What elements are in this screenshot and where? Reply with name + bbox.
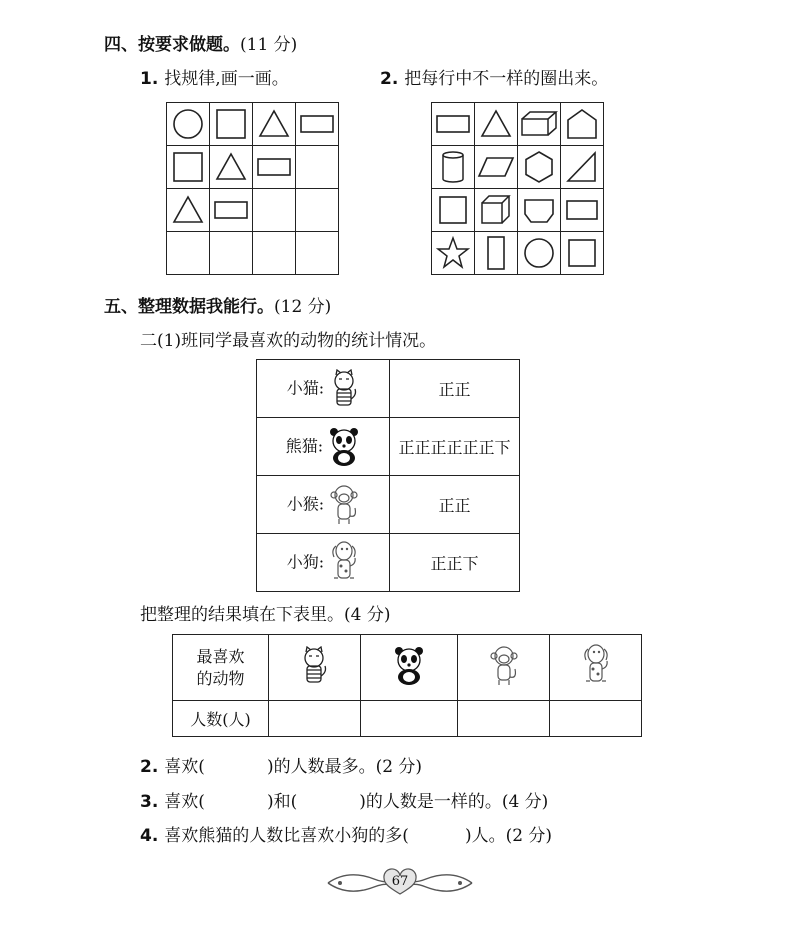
fill-instruction: [140, 600, 390, 625]
odd-one-out-grid: [431, 102, 604, 275]
star-shape: [436, 236, 470, 270]
animal-label: 小猫:: [286, 378, 325, 397]
animal-cell: [257, 418, 390, 476]
grid-cell: [296, 103, 339, 146]
question-number: 2.: [380, 69, 399, 89]
question-text: 喜欢熊猫的人数比喜欢小狗的多(: [164, 826, 409, 846]
rectangle-shape: [564, 198, 600, 222]
question-text: )和(: [266, 792, 298, 812]
section-5-title: 五、整理数据我能行。: [104, 297, 274, 317]
result-header-label: [173, 635, 269, 701]
grid-cell[interactable]: [475, 232, 518, 275]
question-text: )的人数最多。(2 分): [266, 757, 423, 777]
section-5-score: (12 分): [274, 297, 332, 317]
question-5-3: [140, 787, 548, 812]
animal-label: 小猴:: [286, 494, 325, 513]
section-5-heading: [104, 292, 331, 317]
square-shape: [436, 193, 470, 227]
grid-cell[interactable]: [475, 189, 518, 232]
rectangle-shape: [213, 198, 249, 222]
grid-cell: [167, 189, 210, 232]
grid-cell[interactable]: [561, 146, 604, 189]
right-triangle-shape: [565, 150, 599, 184]
tally-row-monkey: [257, 476, 520, 534]
grid-cell-empty[interactable]: [253, 232, 296, 275]
hexagon-shape: [522, 150, 556, 184]
grid-cell: [210, 103, 253, 146]
triangle-shape: [257, 107, 291, 141]
question-number: 2.: [140, 757, 159, 777]
animal-cell: [257, 534, 390, 592]
section-4-score: (11 分): [240, 35, 298, 55]
tally-row-dog: [257, 534, 520, 592]
panda-icon: [328, 427, 360, 467]
grid-cell[interactable]: [561, 232, 604, 275]
tally-cell: 正正下: [390, 534, 520, 592]
grid-cell[interactable]: [475, 146, 518, 189]
tally-row-panda: [257, 418, 520, 476]
question-4-1: [140, 64, 289, 89]
grid-cell[interactable]: [432, 232, 475, 275]
count-input-cat[interactable]: [269, 701, 361, 737]
grid-cell: [210, 146, 253, 189]
circle-shape: [171, 107, 205, 141]
grid-cell[interactable]: [432, 189, 475, 232]
header-line-1: 最喜欢: [196, 646, 245, 666]
count-input-panda[interactable]: [360, 701, 457, 737]
grid-cell-empty[interactable]: [296, 232, 339, 275]
header-line-2: 的动物: [196, 668, 245, 688]
rectangle-shape: [256, 155, 292, 179]
grid-cell[interactable]: [518, 189, 561, 232]
grid-cell: [253, 146, 296, 189]
circle-shape: [522, 236, 556, 270]
question-text: 喜欢(: [164, 757, 205, 777]
result-header-cat: [269, 635, 361, 701]
cut-corner-shape: [522, 195, 556, 225]
triangle-shape: [214, 150, 248, 184]
question-5-2: [140, 752, 422, 777]
triangle-shape: [171, 193, 205, 227]
question-text: 找规律,画一画。: [164, 69, 289, 89]
dog-icon: [581, 643, 611, 689]
question-5-4: [140, 821, 552, 846]
panda-icon: [393, 646, 425, 686]
question-text: 喜欢(: [164, 792, 205, 812]
tally-cell: 正正: [390, 476, 520, 534]
square-shape: [171, 150, 205, 184]
animal-cell: [257, 476, 390, 534]
tally-table: [256, 359, 520, 592]
parallelogram-shape: [477, 154, 515, 180]
monkey-icon: [489, 645, 519, 687]
animal-cell: [257, 360, 390, 418]
square-shape: [565, 236, 599, 270]
question-4-2: [380, 64, 608, 89]
page-number: 67: [391, 874, 409, 889]
grid-cell-empty[interactable]: [210, 232, 253, 275]
fill-instruction-score: (4 分): [344, 605, 391, 625]
fill-instruction-text: 把整理的结果填在下表里。: [140, 605, 344, 625]
grid-cell-empty[interactable]: [296, 189, 339, 232]
tally-cell: 正正正正正正下: [390, 418, 520, 476]
grid-cell[interactable]: [432, 146, 475, 189]
grid-cell-empty[interactable]: [167, 232, 210, 275]
grid-cell[interactable]: [432, 103, 475, 146]
grid-cell: [210, 189, 253, 232]
result-header-dog: [550, 635, 642, 701]
section-4-title: 四、按要求做题。: [104, 35, 240, 55]
cube-shape: [479, 193, 513, 227]
grid-cell: [167, 103, 210, 146]
result-count-row: [173, 701, 642, 737]
grid-cell[interactable]: [561, 189, 604, 232]
pattern-grid: [166, 102, 339, 275]
square-shape: [214, 107, 248, 141]
grid-cell-empty[interactable]: [253, 189, 296, 232]
result-table: [172, 634, 642, 737]
cat-icon: [299, 646, 329, 686]
tally-row-cat: [257, 360, 520, 418]
tally-cell: 正正: [390, 360, 520, 418]
grid-cell: [167, 146, 210, 189]
question-number: 1.: [140, 69, 159, 89]
count-input-dog[interactable]: [550, 701, 642, 737]
monkey-icon: [329, 484, 359, 526]
grid-cell[interactable]: [561, 103, 604, 146]
pentagon-shape: [565, 107, 599, 141]
cylinder-shape: [438, 149, 468, 185]
question-text: )的人数是一样的。(4 分): [359, 792, 549, 812]
count-label: 人数(人): [173, 701, 269, 737]
cuboid-shape: [520, 109, 558, 139]
question-number: 4.: [140, 826, 159, 846]
animal-label: 小狗:: [286, 552, 325, 571]
result-header-panda: [360, 635, 457, 701]
grid-cell[interactable]: [518, 232, 561, 275]
dog-icon: [329, 540, 359, 586]
animal-label: 熊猫:: [285, 436, 324, 455]
grid-cell[interactable]: [475, 103, 518, 146]
grid-cell[interactable]: [518, 146, 561, 189]
count-input-monkey[interactable]: [458, 701, 550, 737]
tall-rectangle-shape: [484, 235, 508, 271]
triangle-shape: [479, 107, 513, 141]
grid-cell[interactable]: [518, 103, 561, 146]
cat-icon: [329, 369, 359, 409]
question-text: )人。(2 分): [464, 826, 553, 846]
question-text: 把每行中不一样的圈出来。: [404, 69, 609, 89]
rectangle-shape: [299, 112, 335, 136]
rectangle-shape: [435, 112, 471, 136]
survey-intro: 二(1)班同学最喜欢的动物的统计情况。: [140, 331, 437, 351]
section-4-heading: [104, 30, 297, 55]
question-number: 3.: [140, 792, 159, 812]
grid-cell: [253, 103, 296, 146]
result-header-monkey: [458, 635, 550, 701]
result-header-row: [173, 635, 642, 701]
grid-cell-empty[interactable]: [296, 146, 339, 189]
